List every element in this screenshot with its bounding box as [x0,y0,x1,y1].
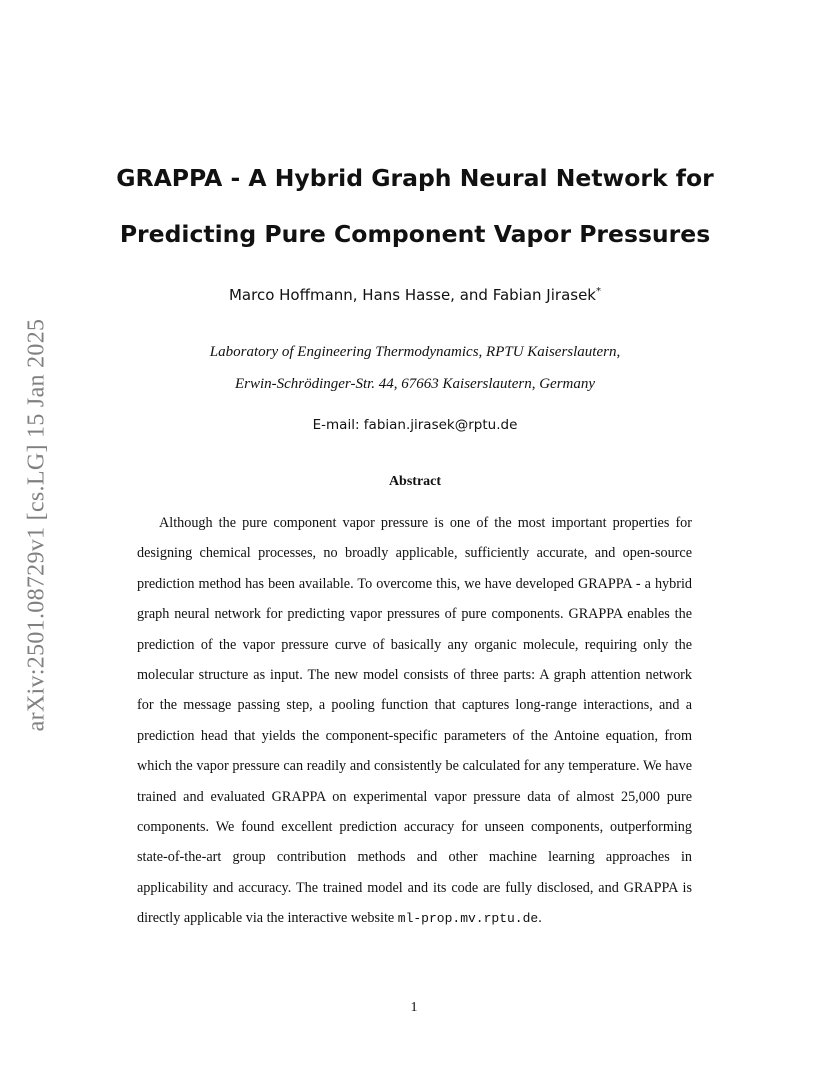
affiliation-line-1: Laboratory of Engineering Thermodynamics, RPTU Kaiserslautern, [209,344,621,360]
title-line-2: Predicting Pure Component Vapor Pressures [119,220,711,248]
contact-email: E-mail: fabian.jirasek@rptu.de [312,417,518,433]
arxiv-identifier-stamp: arXiv:2501.08729v1 [cs.LG] 15 Jan 2025 [23,318,50,732]
page-number: 1 [410,1000,418,1015]
author-names: Marco Hoffmann, Hans Hasse, and Fabian Jirasek [228,286,596,304]
abstract-text: Although the pure component vapor pressure is one of the most important properties for designing chemical processes, no broadly applicable, sufficiently accurate, and open-source prediction method has been available. To overcome this, we have developed GRAPPA - a hybrid graph neural network for predicting vapor pressures of pure components. GRAPPA enables the prediction of the vapor pressure curve of basically any organic molecule, requiring only the molecular structure as input. The new model consists of three parts: A graph attention network for the message passing step, a pooling function that captures long-range interactions, and a prediction head that yields the component-specific parameters of the Antoine equation, from which the vapor pressure can readily and consistently be calculated for any temperature. We have trained and evaluated GRAPPA on experimental vapor pressure data of almost 25,000 pure components. We found excellent prediction accuracy for unseen components, outperforming state-of-the-art group contribution methods and other machine learning approaches in applicability and accuracy. The trained model and its code are fully disclosed, and GRAPPA is directly applicable via the interactive website [137,515,692,927]
abstract-end-punctuation: . [538,910,542,927]
website-link[interactable]: ml-prop.mv.rptu.de [397,911,539,927]
author-list [90,286,740,304]
abstract-body [137,508,692,935]
abstract-heading: Abstract [388,474,442,489]
paper-title [90,150,740,262]
title-line-1: GRAPPA - A Hybrid Graph Neural Network for [116,164,714,192]
affiliation-line-2: Erwin-Schrödinger-Str. 44, 67663 Kaiserslautern, Germany [234,376,596,392]
corresponding-author-mark: * [596,286,601,297]
affiliation [90,336,740,400]
